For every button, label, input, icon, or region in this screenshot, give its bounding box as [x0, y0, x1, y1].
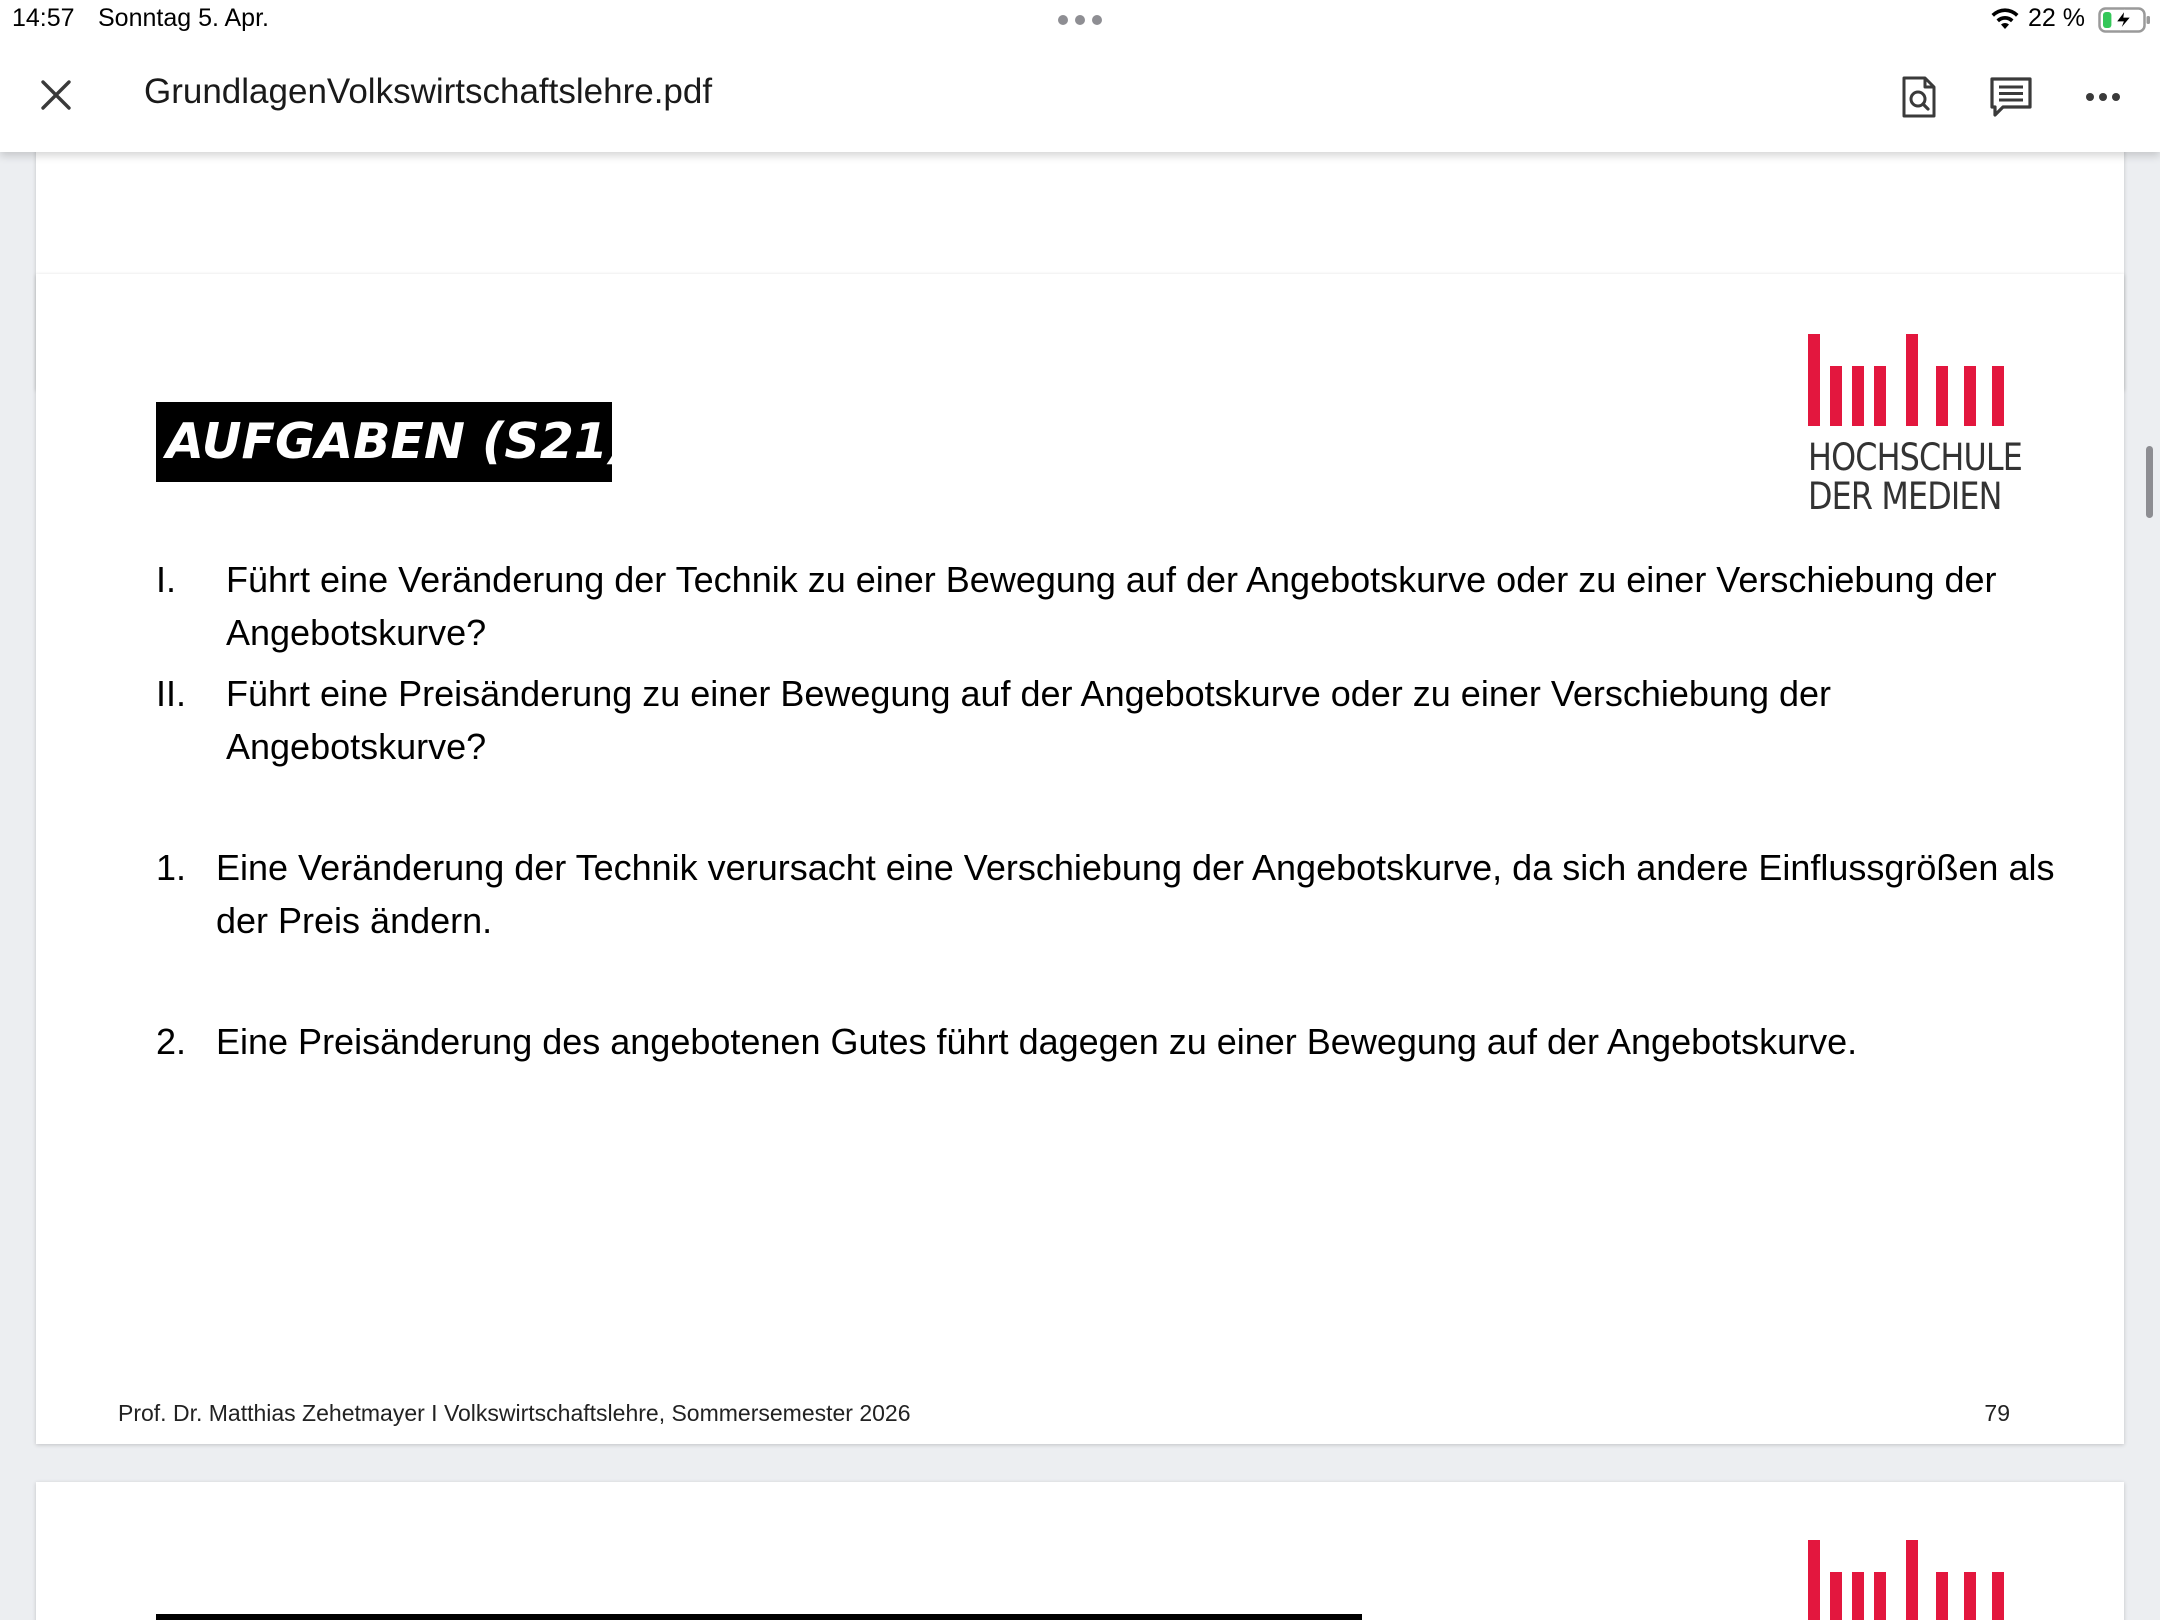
document-toolbar — [0, 42, 2160, 152]
close-button[interactable] — [30, 69, 82, 121]
logo-bars — [1808, 1540, 2014, 1620]
logo-text-line-2: DER MEDIEN — [1808, 475, 2002, 518]
answer-text: Eine Veränderung der Technik verursacht eine Verschiebung der Angebotskurve, da sich andere Einflussgrößen als der Preis ändern. — [216, 847, 2055, 941]
hdm-logo — [1808, 1540, 2014, 1620]
question-number: II. — [156, 673, 187, 714]
pdf-viewer[interactable] — [0, 152, 2160, 1620]
comments-button[interactable] — [1982, 68, 2040, 126]
question-item — [156, 553, 2056, 659]
status-date: Sonntag 5. Apr. — [98, 4, 269, 32]
answer-text: Eine Preisänderung des angebotenen Gutes führt dagegen zu einer Bewegung auf der Angebotskurve. — [216, 1021, 1858, 1062]
search-document-icon — [1900, 75, 1938, 119]
page-footer: Prof. Dr. Matthias Zehetmayer I Volkswirtschaftslehre, Sommersemester 2026 — [118, 1400, 911, 1426]
question-item — [156, 667, 2056, 773]
three-dots-icon[interactable] — [1058, 15, 1102, 25]
status-bar — [0, 0, 2160, 42]
battery-charging-icon — [2098, 6, 2152, 34]
search-document-button[interactable] — [1890, 68, 1948, 126]
comments-icon — [1989, 76, 2033, 118]
pdf-page — [36, 1482, 2124, 1620]
battery-level-fill — [2103, 12, 2111, 28]
more-button[interactable] — [2074, 68, 2132, 126]
question-number: I. — [156, 559, 177, 600]
answer-item — [156, 1015, 2056, 1068]
page-heading-box — [156, 1614, 1362, 1620]
page-number: 79 — [1984, 1400, 2010, 1426]
scroll-indicator[interactable] — [2146, 446, 2153, 518]
pdf-page — [36, 274, 2124, 1444]
hdm-logo — [1808, 334, 2022, 518]
question-text: Führt eine Veränderung der Technik zu einer Bewegung auf der Angebotskurve oder zu einer Verschiebung der Angebotskurve? — [226, 559, 1997, 653]
question-text: Führt eine Preisänderung zu einer Bewegung auf der Angebotskurve oder zu einer Verschiebung der Angebotskurve? — [226, 673, 1832, 767]
close-icon — [40, 79, 72, 111]
logo-text-line-1: HOCHSCHULE — [1808, 436, 2022, 479]
logo-bars — [1808, 334, 2014, 426]
answer-number: 2. — [156, 1021, 187, 1062]
status-time: 14:57 — [12, 4, 75, 32]
more-icon — [2085, 92, 2121, 102]
document-title: GrundlagenVolkswirtschaftslehre.pdf — [144, 72, 713, 111]
wifi-icon — [1990, 7, 2020, 31]
page-heading: AUFGABEN (S21) — [156, 402, 612, 482]
battery-percentage: 22 % — [2028, 4, 2085, 32]
answer-number: 1. — [156, 847, 187, 888]
answer-item — [156, 841, 2056, 947]
